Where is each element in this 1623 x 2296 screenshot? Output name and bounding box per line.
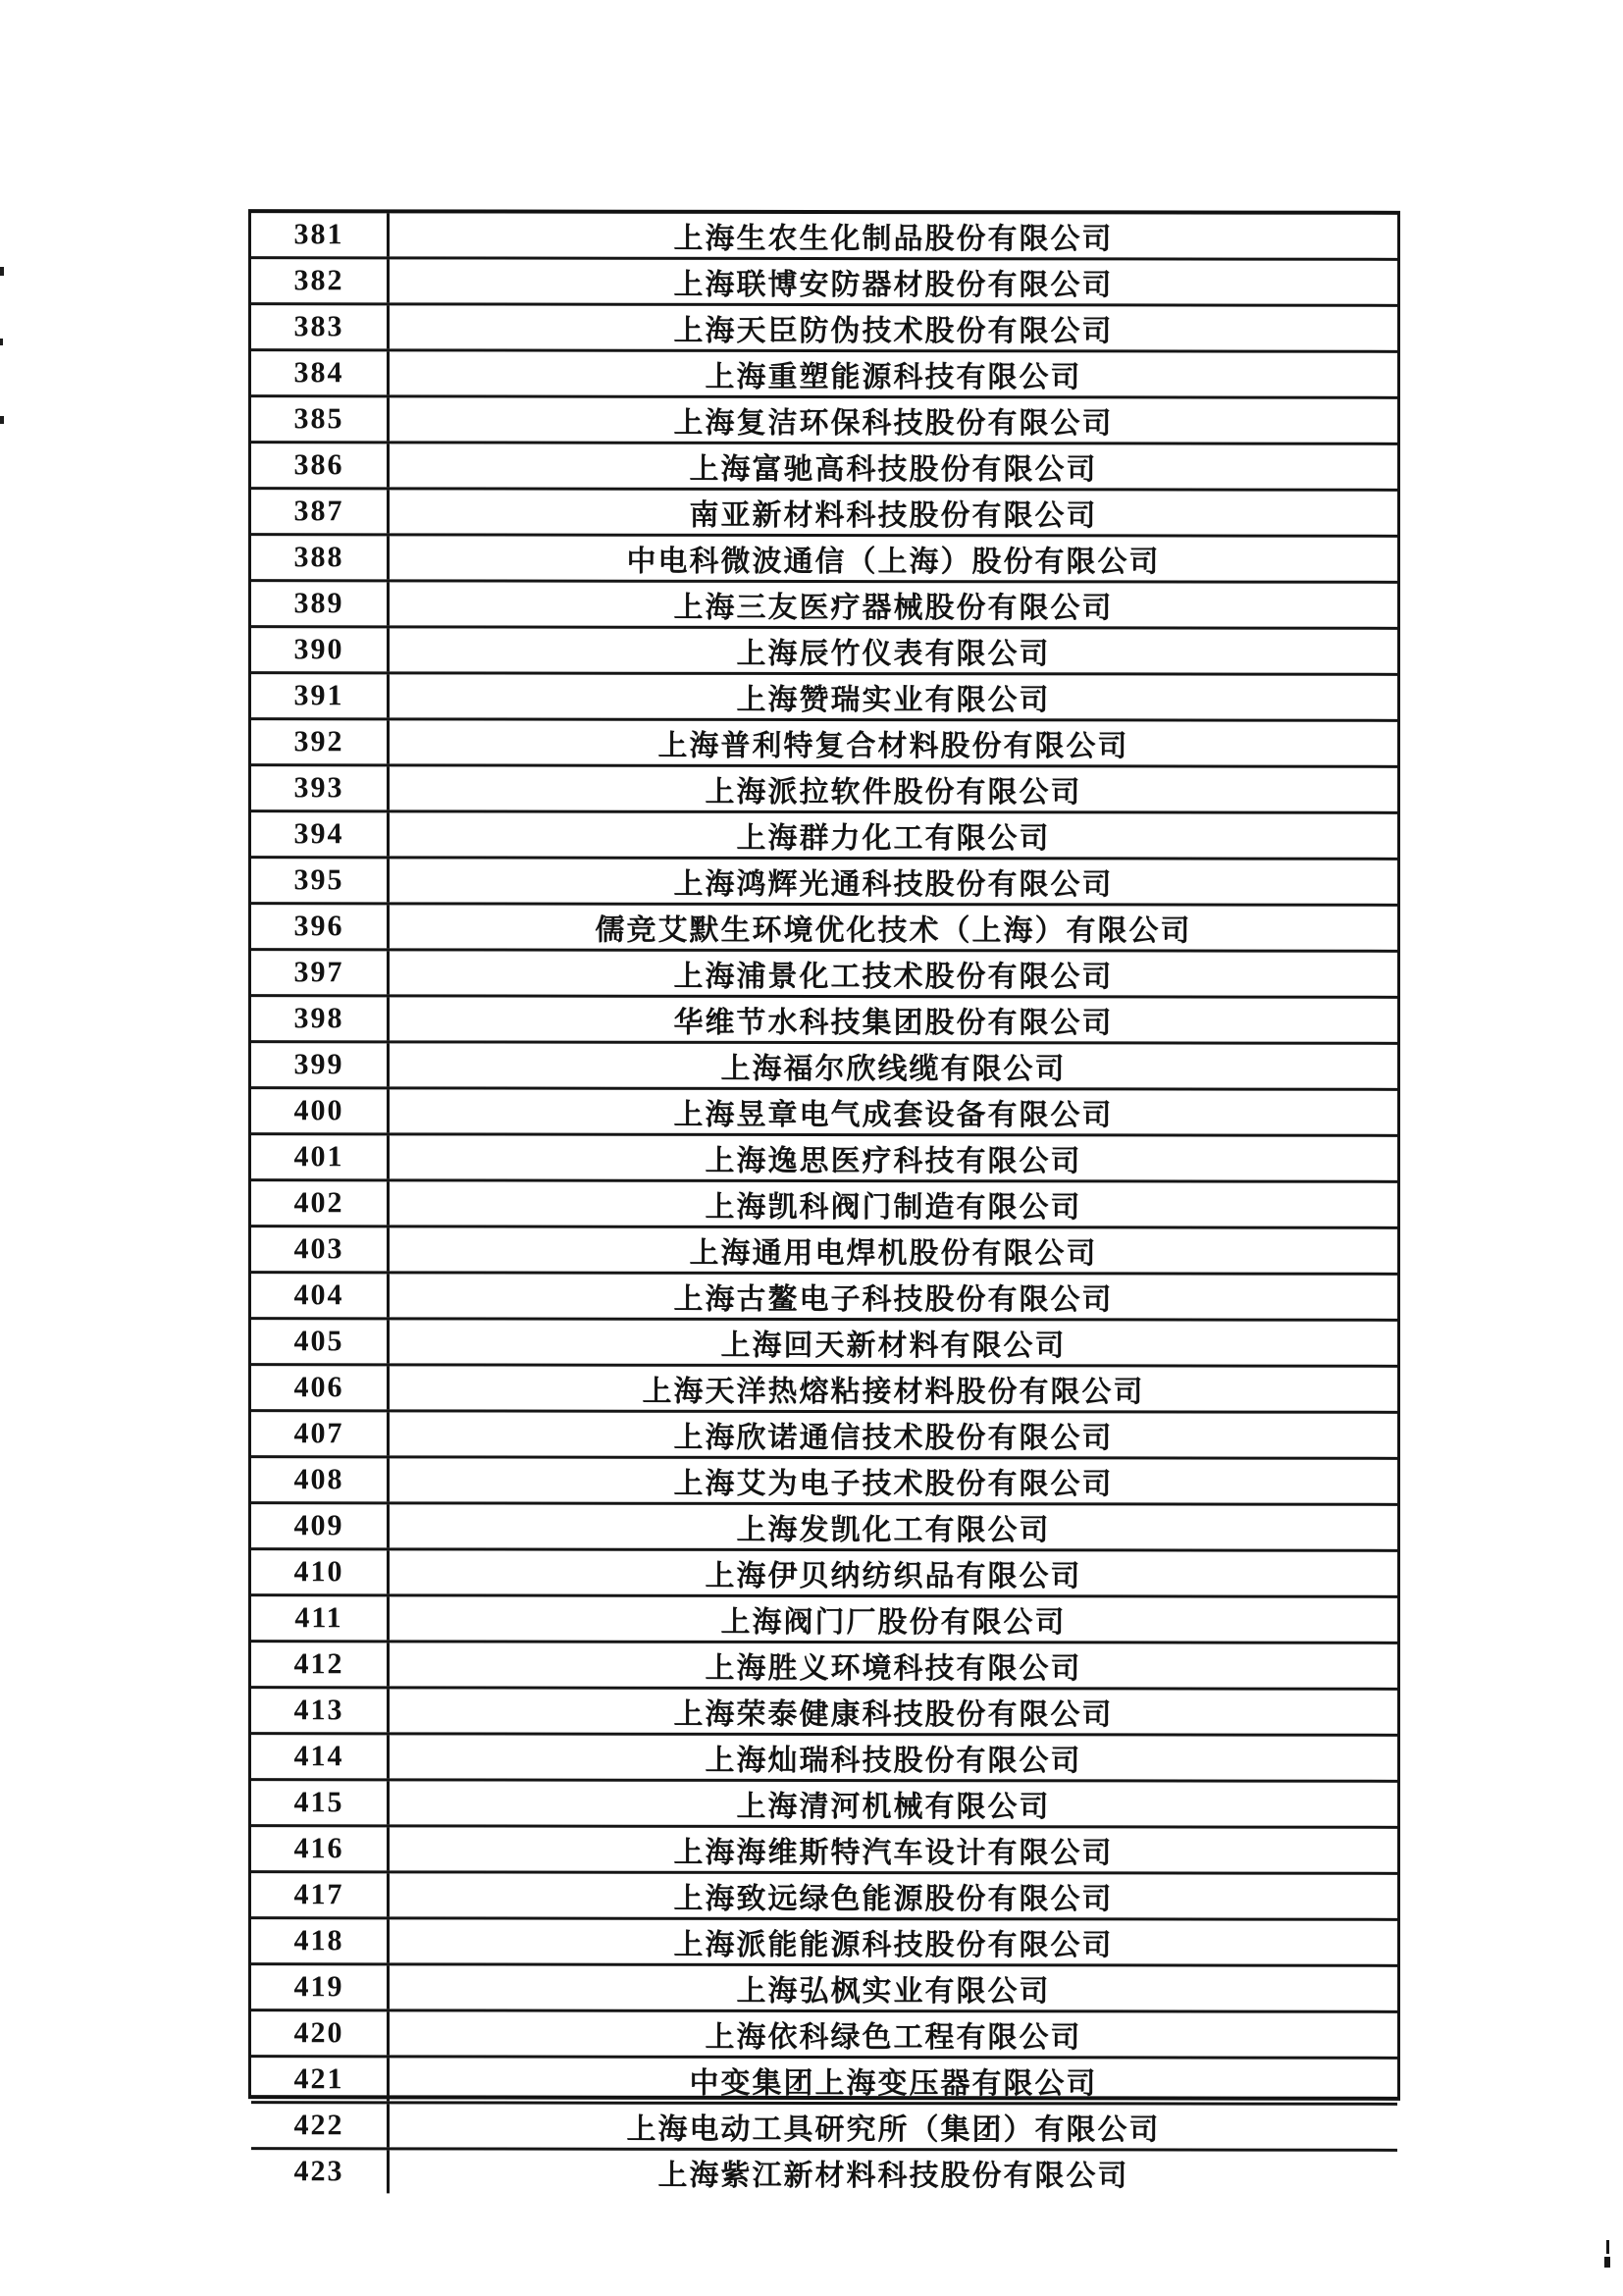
table-row [251,625,1397,673]
table-row [251,671,1397,719]
row-number-cell: 406 [251,1366,390,1409]
table-row [251,1409,1397,1457]
company-name-cell: 上海鸿辉光通科技股份有限公司 [673,867,1114,902]
row-number-cell: 393 [251,766,390,809]
company-name-cell: 上海紫江新材料科技股份有限公司 [657,2159,1129,2193]
company-name-cell: 上海伊贝纳纺织品有限公司 [705,1559,1082,1593]
company-name-cell: 上海致远绿色能源股份有限公司 [673,1882,1114,1916]
row-number-cell: 386 [251,444,390,487]
company-name-cell: 上海福尔欣线缆有限公司 [720,1052,1067,1086]
table-row [251,763,1397,811]
company-name-cell: 上海弘枫实业有限公司 [736,1974,1051,2009]
row-number-cell: 408 [251,1458,390,1501]
company-name-cell: 上海浦景化工技术股份有限公司 [673,960,1114,994]
row-number-cell: 403 [251,1227,390,1271]
table-row [251,994,1397,1042]
table-row [251,809,1397,858]
table-row [251,487,1397,535]
row-number-cell: 392 [251,720,390,763]
table-row [251,1501,1397,1549]
table-row [251,1178,1397,1226]
table-row [251,1455,1397,1503]
row-number-cell: 381 [251,213,390,256]
row-number-cell: 418 [251,1919,390,1962]
table-row [251,2009,1397,2057]
company-name-cell: 中变集团上海变压器有限公司 [689,2066,1098,2101]
company-name-cell: 上海派拉软件股份有限公司 [705,775,1082,809]
row-number-cell: 417 [251,1873,390,1916]
table-row [251,256,1397,304]
company-name-cell: 上海派能能源科技股份有限公司 [673,1928,1114,1962]
row-number-cell: 391 [251,674,390,717]
company-name-cell: 上海凯科阀门制造有限公司 [705,1190,1082,1225]
row-number-cell: 402 [251,1181,390,1225]
company-name-cell: 上海电动工具研究所（集团）有限公司 [626,2113,1161,2147]
company-name-cell: 南亚新材料科技股份有限公司 [689,498,1098,533]
company-name-cell: 上海普利特复合材料股份有限公司 [657,729,1129,763]
table-row [251,2147,1397,2195]
table-row [251,1086,1397,1134]
table-row [251,1870,1397,1918]
table-row [251,1640,1397,1688]
company-name-cell: 上海发凯化工有限公司 [736,1513,1051,1547]
table-row [251,213,1397,258]
table-row [251,856,1397,904]
company-name-cell: 儒竞艾默生环境优化技术（上海）有限公司 [595,913,1192,948]
table-row [251,1040,1397,1088]
row-number-cell: 404 [251,1274,390,1317]
row-number-cell: 387 [251,490,390,533]
table-row [251,533,1397,581]
row-number-cell: 396 [251,905,390,948]
table-row [251,1732,1397,1780]
table-row [251,1225,1397,1273]
row-number-cell: 400 [251,1089,390,1132]
table-row [251,1593,1397,1642]
company-name-cell: 上海昱章电气成套设备有限公司 [673,1098,1114,1132]
scan-speck [0,267,4,276]
table-row [251,1132,1397,1180]
row-number-cell: 419 [251,1965,390,2009]
row-number-cell: 405 [251,1320,390,1363]
row-number-cell: 383 [251,305,390,348]
row-number-cell: 415 [251,1781,390,1824]
table-row [251,1317,1397,1365]
row-number-cell: 414 [251,1735,390,1778]
row-number-cell: 407 [251,1412,390,1455]
company-name-cell: 上海联博安防器材股份有限公司 [673,268,1114,302]
table-row [251,302,1397,350]
company-name-cell: 上海重塑能源科技有限公司 [705,360,1082,394]
table-row [251,1547,1397,1595]
company-name-cell: 上海辰竹仪表有限公司 [736,637,1051,671]
company-name-cell: 上海群力化工有限公司 [736,821,1051,856]
company-name-cell: 上海灿瑞科技股份有限公司 [705,1744,1082,1778]
company-name-cell: 上海古鳌电子科技股份有限公司 [673,1282,1114,1317]
row-number-cell: 382 [251,259,390,302]
row-number-cell: 420 [251,2011,390,2055]
table-row [251,2055,1397,2103]
row-number-cell: 413 [251,1689,390,1732]
company-name-cell: 上海三友医疗器械股份有限公司 [673,591,1114,625]
company-name-cell: 上海赞瑞实业有限公司 [736,683,1051,717]
row-number-cell: 410 [251,1550,390,1593]
company-name-cell: 上海通用电焊机股份有限公司 [689,1236,1098,1271]
row-number-cell: 388 [251,536,390,579]
company-list-table [248,209,1400,2193]
row-number-cell: 422 [251,2104,390,2147]
table-row [251,948,1397,996]
company-name-cell: 上海胜义环境科技有限公司 [705,1651,1082,1686]
row-number-cell: 397 [251,951,390,994]
company-name-cell: 上海天洋热熔粘接材料股份有限公司 [642,1375,1145,1409]
row-number-cell: 394 [251,812,390,856]
table-row [251,902,1397,950]
row-number-cell: 411 [251,1596,390,1640]
table-row [251,1363,1397,1411]
table-row [251,1271,1397,1319]
row-number-cell: 409 [251,1504,390,1547]
scan-artifact [1604,2257,1610,2268]
company-name-cell: 上海依科绿色工程有限公司 [705,2020,1082,2055]
table-row [251,1778,1397,1826]
table-row [251,717,1397,765]
row-number-cell: 412 [251,1643,390,1686]
row-number-cell: 390 [251,628,390,671]
table-row [251,1916,1397,1964]
row-number-cell: 385 [251,397,390,441]
company-name-cell: 上海阀门厂股份有限公司 [720,1605,1067,1640]
table-row [251,2101,1397,2149]
table-row [251,441,1397,489]
row-number-cell: 384 [251,351,390,394]
row-number-cell: 395 [251,859,390,902]
company-name-cell: 上海复洁环保科技股份有限公司 [673,406,1114,441]
scan-artifact [1606,2240,1609,2254]
company-name-cell: 华维节水科技集团股份有限公司 [673,1006,1114,1040]
row-number-cell: 423 [251,2150,390,2193]
company-name-cell: 上海富驰高科技股份有限公司 [689,452,1098,487]
row-number-cell: 399 [251,1043,390,1086]
company-name-cell: 上海逸思医疗科技有限公司 [705,1144,1082,1178]
company-name-cell: 上海天臣防伪技术股份有限公司 [673,314,1114,348]
company-name-cell: 上海生农生化制品股份有限公司 [673,222,1114,256]
table-row [251,1686,1397,1734]
company-name-cell: 上海欣诺通信技术股份有限公司 [673,1421,1114,1455]
table-row [251,579,1397,627]
company-name-cell: 上海海维斯特汽车设计有限公司 [673,1836,1114,1870]
company-name-cell: 上海荣泰健康科技股份有限公司 [673,1697,1114,1732]
table-row [251,394,1397,443]
company-name-cell: 上海清河机械有限公司 [736,1790,1051,1824]
table-row [251,1824,1397,1872]
scan-speck [0,339,3,345]
table-row [251,1962,1397,2010]
row-number-cell: 401 [251,1135,390,1178]
row-number-cell: 398 [251,997,390,1040]
table-row [251,348,1397,396]
company-name-cell: 上海回天新材料有限公司 [720,1329,1067,1363]
row-number-cell: 416 [251,1827,390,1870]
row-number-cell: 421 [251,2058,390,2101]
company-name-cell: 上海艾为电子技术股份有限公司 [673,1467,1114,1501]
scan-speck [0,416,4,424]
company-name-cell: 中电科微波通信（上海）股份有限公司 [626,545,1161,579]
row-number-cell: 389 [251,582,390,625]
